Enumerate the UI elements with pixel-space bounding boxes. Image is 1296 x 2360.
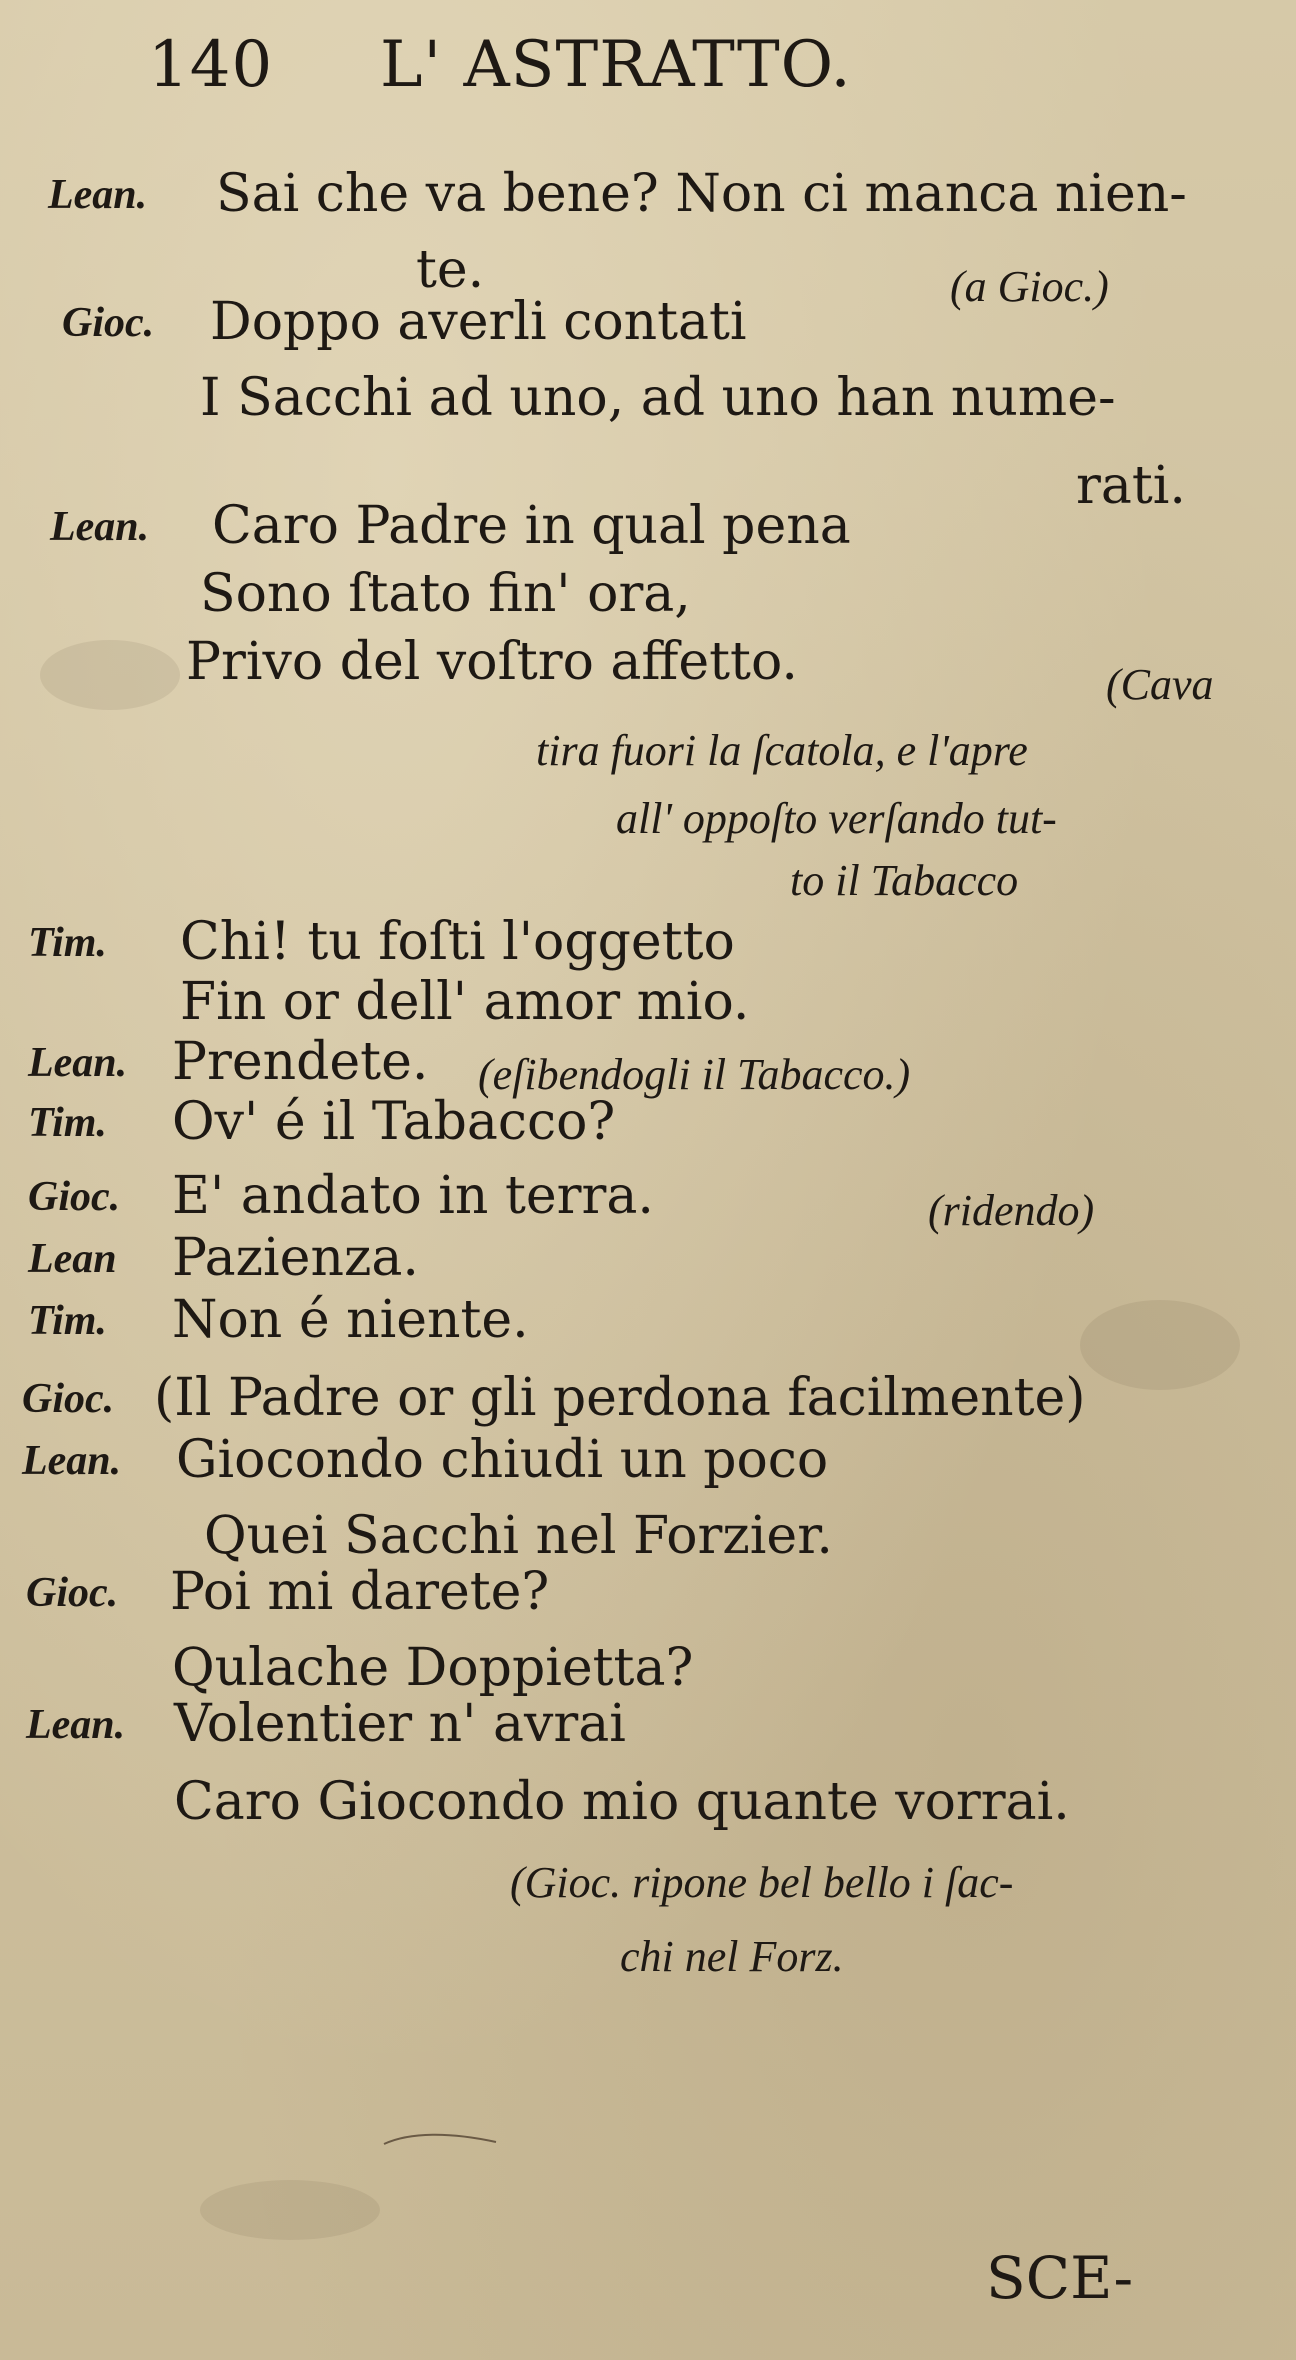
catchword xyxy=(986,2244,1133,2312)
catchword-text: SCE- xyxy=(986,2244,1134,2312)
paper-stain xyxy=(200,2180,380,2240)
paper-stain xyxy=(1080,1300,1240,1390)
line-text: te. xyxy=(416,240,485,300)
ornament-flourish xyxy=(380,2130,500,2150)
speaker-label: Gioc. xyxy=(28,1174,121,1220)
stage-direction-line xyxy=(536,722,1028,774)
line-text: Volentier n' avrai xyxy=(174,1694,626,1754)
line-text: rati. xyxy=(1076,456,1186,516)
stage-direction-line xyxy=(478,1046,910,1098)
stage-direction: chi nel Forz. xyxy=(620,1932,844,1981)
stage-direction: (ridendo) xyxy=(928,1186,1095,1235)
line-text: Prendete. xyxy=(172,1032,429,1092)
stage-direction-line xyxy=(620,1928,844,1980)
stage-direction-line xyxy=(950,258,1109,310)
line-text: Non é niente. xyxy=(172,1290,529,1350)
text-line xyxy=(200,564,691,624)
speaker-label: Lean xyxy=(28,1236,117,1282)
page-number: 140 xyxy=(148,28,274,102)
line-text: (Il Padre or gli perdona facilmente) xyxy=(154,1368,1086,1428)
stage-direction: (a Gioc.) xyxy=(950,262,1109,311)
line-text: Chi! tu foſti l'oggetto xyxy=(180,912,735,972)
speaker-label: Tim. xyxy=(28,1100,107,1146)
line-text: Privo del voſtro affetto. xyxy=(186,632,798,692)
speaker-label: Gioc. xyxy=(62,300,155,346)
line-text: E' andato in terra. xyxy=(172,1166,654,1226)
text-line xyxy=(200,368,1116,428)
stage-direction: (eſibendogli il Tabacco.) xyxy=(478,1050,911,1099)
running-title xyxy=(380,28,852,102)
page-header xyxy=(148,28,273,102)
running-title-text: L' ASTRATTO. xyxy=(380,28,852,102)
line-text: Qulache Doppietta? xyxy=(172,1638,694,1698)
text-line xyxy=(204,1506,833,1566)
line-text: Giocondo chiudi un poco xyxy=(176,1430,829,1490)
speaker-label: Lean. xyxy=(22,1438,122,1484)
text-line xyxy=(1076,456,1186,516)
line-text: Caro Padre in qual pena xyxy=(212,496,851,556)
stage-direction-line xyxy=(510,1854,1013,1906)
stage-direction-line xyxy=(928,1182,1094,1234)
stage-direction: (Gioc. ripone bel bello i ſac- xyxy=(510,1858,1014,1907)
line-text: Sono ſtato fin' ora, xyxy=(200,564,691,624)
line-text: Sai che va bene? Non ci manca nien- xyxy=(216,164,1187,224)
line-text: Quei Sacchi nel Forzier. xyxy=(204,1506,833,1566)
speaker-label: Tim. xyxy=(28,1298,107,1344)
speaker-label: Gioc. xyxy=(26,1570,119,1616)
text-line xyxy=(180,972,750,1032)
speaker-label: Lean. xyxy=(28,1040,128,1086)
stage-direction-line xyxy=(790,852,1018,904)
speaker-label: Tim. xyxy=(28,920,107,966)
line-text: Caro Giocondo mio quante vorrai. xyxy=(174,1772,1070,1832)
text-line xyxy=(174,1772,1070,1832)
line-text: Fin or dell' amor mio. xyxy=(180,972,750,1032)
speaker-label: Lean. xyxy=(50,504,150,550)
stage-direction: tira fuori la ſcatola, e l'apre xyxy=(536,726,1028,775)
stage-direction: (Cava xyxy=(1106,660,1214,709)
line-text: Doppo averli contati xyxy=(210,292,747,352)
stage-direction-line xyxy=(616,790,1057,842)
paper-stain xyxy=(40,640,180,710)
stage-direction: all' oppoſto verſando tut- xyxy=(616,794,1057,843)
text-line xyxy=(186,632,798,692)
speaker-label: Lean. xyxy=(48,172,148,218)
line-text: I Sacchi ad uno, ad uno han nume- xyxy=(200,368,1116,428)
stage-direction: to il Tabacco xyxy=(790,856,1019,905)
text-line xyxy=(416,240,485,300)
line-text: Poi mi darete? xyxy=(170,1562,550,1622)
speaker-label: Lean. xyxy=(26,1702,126,1748)
speaker-label: Gioc. xyxy=(22,1376,115,1422)
line-text: Pazienza. xyxy=(172,1228,419,1288)
stage-direction-line xyxy=(1106,656,1214,708)
text-line xyxy=(172,1638,694,1698)
line-text: Ov' é il Tabacco? xyxy=(172,1092,616,1152)
